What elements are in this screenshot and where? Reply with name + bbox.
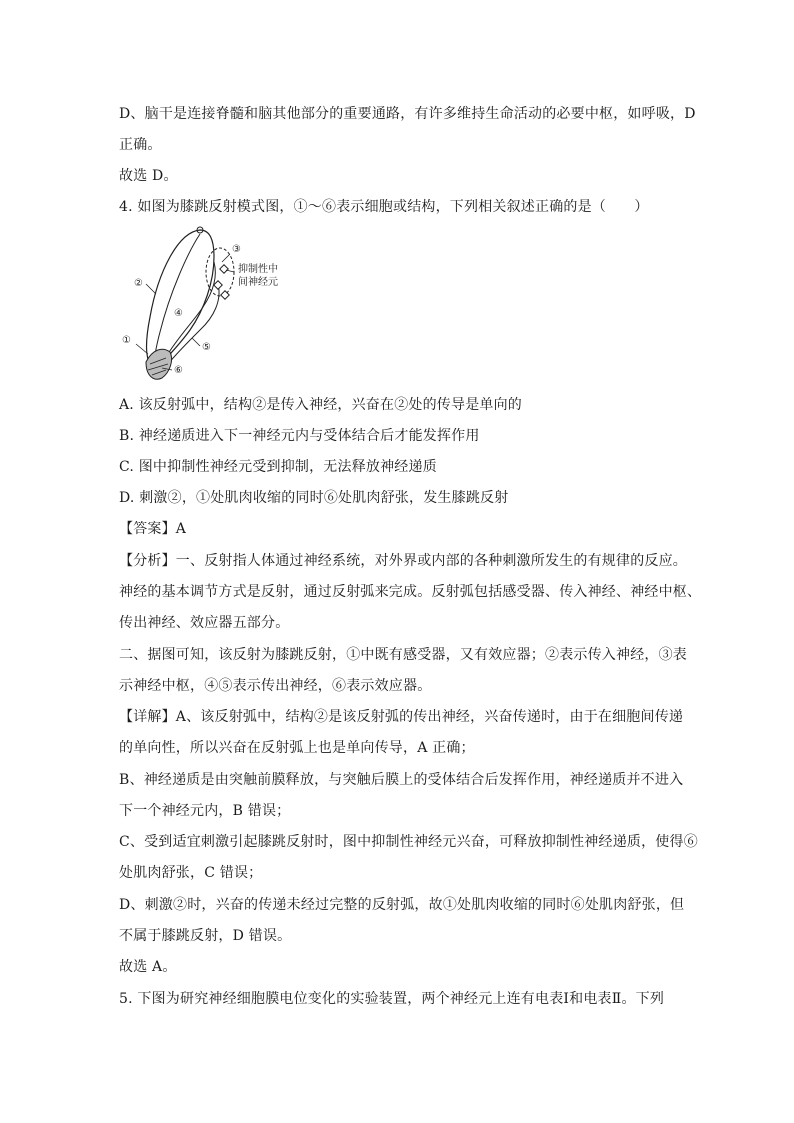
interneuron-label-line1: 抑制性中 <box>238 264 278 275</box>
label-6: ⑥ <box>174 365 183 376</box>
knee-jerk-reflex-diagram <box>118 222 298 387</box>
interneuron-label-line2: 间神经元 <box>238 277 278 288</box>
option-c: C. 图中抑制性神经元受到抑制，无法释放神经递质 <box>119 459 437 475</box>
reflex-arc-drawing <box>118 222 298 387</box>
analysis-text: 神经的基本调节方式是反射，通过反射弧来完成。反射弧包括感受器、传入神经、神经中枢、 <box>119 584 702 600</box>
question-4-stem: 4. 如图为膝跳反射模式图，①～⑥表示细胞或结构，下列相关叙述正确的是（ ） <box>119 199 649 215</box>
label-1: ① <box>122 335 131 346</box>
detail-text: 处肌肉舒张，C 错误； <box>119 865 263 881</box>
detail-text: 不属于膝跳反射，D 错误。 <box>119 928 292 944</box>
text-line: D、脑干是连接脊髓和脑其他部分的重要通路，有许多维持生命活动的必要中枢，如呼吸，D <box>119 106 696 122</box>
label-4: ④ <box>174 308 183 319</box>
label-5: ⑤ <box>202 342 211 353</box>
option-a: A. 该反射弧中，结构②是传入神经，兴奋在②处的传导是单向的 <box>119 397 523 413</box>
label-2: ② <box>134 278 143 289</box>
text-line: 正确。 <box>119 137 162 153</box>
analysis-text: 【分析】一、反射指人体通过神经系统，对外界或内部的各种刺激所发生的有规律的反应。 <box>119 553 687 569</box>
conclusion: 故选 A。 <box>119 959 177 975</box>
answer: 【答案】A <box>119 521 187 537</box>
detail-text: 【详解】A、该反射弧中，结构②是该反射弧的传出神经，兴奋传递时，由于在细胞间传递 <box>119 709 684 725</box>
detail-text: D、刺激②时，兴奋的传递未经过完整的反射弧，故①处肌肉收缩的同时⑥处肌肉舒张，但 <box>119 897 685 913</box>
analysis-text: 二、据图可知，该反射为膝跳反射，①中既有感受器，又有效应器；②表示传入神经，③表 <box>119 647 687 663</box>
analysis-text: 示神经中枢，④⑤表示传出神经，⑥表示效应器。 <box>119 678 432 694</box>
label-3: ③ <box>232 244 241 255</box>
option-d: D. 刺激②，①处肌肉收缩的同时⑥处肌肉舒张，发生膝跳反射 <box>119 490 509 506</box>
detail-text: 的单向性，所以兴奋在反射弧上也是单向传导，A 正确； <box>119 740 475 756</box>
detail-text: C、受到适宜刺激引起膝跳反射时，图中抑制性神经元兴奋，可释放抑制性神经递质，使得⑥ <box>119 834 698 850</box>
option-b: B. 神经递质进入下一神经元内与受体结合后才能发挥作用 <box>119 428 480 444</box>
analysis-text: 传出神经、效应器五部分。 <box>119 615 290 631</box>
detail-text: 下一个神经元内，B 错误； <box>119 803 291 819</box>
question-5-stem: 5. 下图为研究神经细胞膜电位变化的实验装置，两个神经元上连有电表Ⅰ和电表Ⅱ。下列 <box>119 991 665 1007</box>
detail-text: B、神经递质是由突触前膜释放，与突触后膜上的受体结合后发挥作用，神经递质并不进入 <box>119 772 684 788</box>
text-line: 故选 D。 <box>119 168 178 184</box>
